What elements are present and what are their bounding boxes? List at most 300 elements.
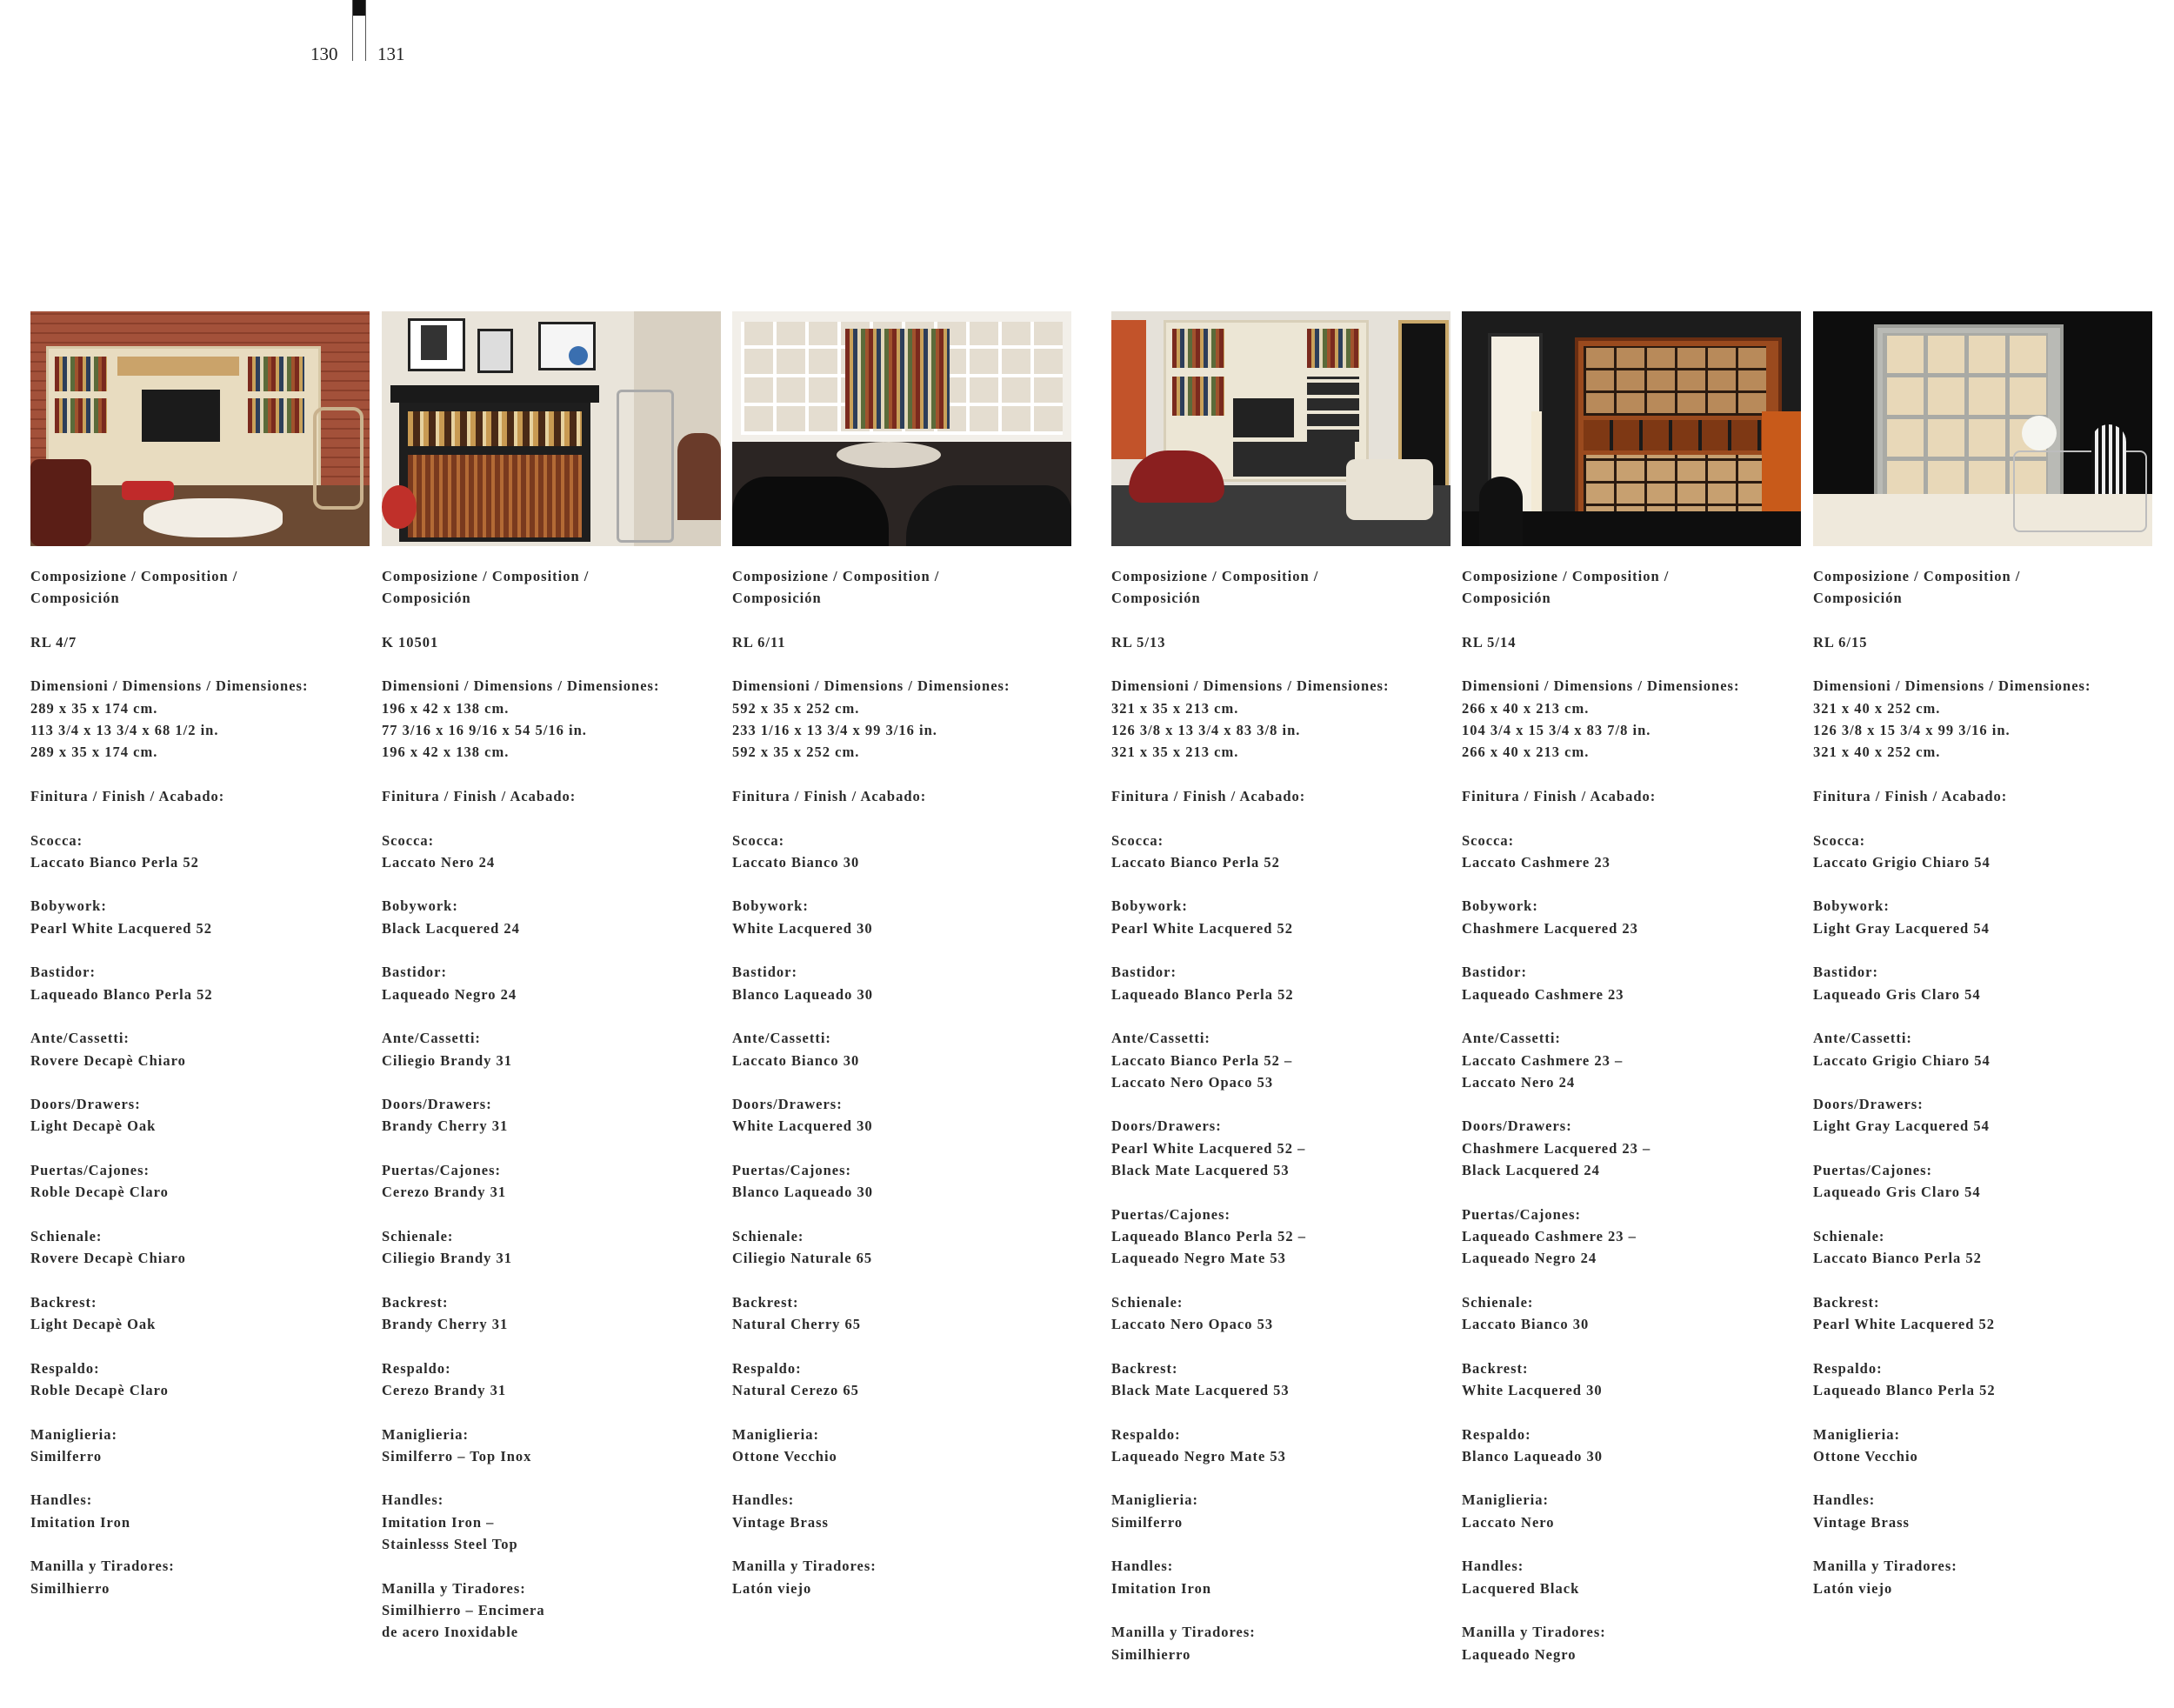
- dimensions-block: [1111, 675, 1450, 763]
- composition-heading: [1813, 565, 2152, 610]
- dimension-value: 592 x 35 x 252 cm.: [732, 699, 860, 717]
- photo-white-wall-library: [732, 311, 1071, 546]
- dimensions-block: [1462, 675, 1801, 763]
- finish-section-value: Laqueado Negro Mate 53: [1111, 1250, 1286, 1267]
- finish-section: [382, 1159, 721, 1204]
- finish-section: [382, 961, 721, 1005]
- page-divider-line: [365, 0, 366, 61]
- finish-section-label: Respaldo:: [1813, 1359, 1883, 1377]
- finish-label-block: [1111, 785, 1450, 807]
- finish-section: [732, 1027, 1071, 1071]
- model-code: RL 6/15: [1813, 633, 1868, 651]
- composition-heading: [1111, 565, 1450, 610]
- finish-section: [30, 961, 370, 1005]
- finish-section-value: Light Gray Lacquered 54: [1813, 1118, 1990, 1135]
- finish-section-value: Pearl White Lacquered 52 –: [1111, 1139, 1306, 1157]
- finish-label: Finitura / Finish / Acabado:: [30, 787, 225, 804]
- finish-section: [30, 1489, 370, 1533]
- finish-section-label: Puertas/Cajones:: [30, 1162, 150, 1179]
- finish-section-value: Laccato Nero 24: [1462, 1073, 1576, 1091]
- finish-section-value: Laccato Grigio Chiaro 54: [1813, 1051, 1991, 1069]
- finish-section-value: Laqueado Negro Mate 53: [1111, 1447, 1286, 1464]
- finish-section: [1813, 1555, 2152, 1599]
- finish-section: [1462, 895, 1801, 939]
- page-number-left: 130: [310, 43, 338, 64]
- finish-section: [382, 1027, 721, 1071]
- finish-section: [1813, 1424, 2152, 1468]
- finish-section: [732, 1424, 1071, 1468]
- finish-section-value: Vintage Brass: [1813, 1513, 1910, 1531]
- finish-section-label: Bobywork:: [382, 897, 458, 915]
- finish-section-value: Cerezo Brandy 31: [382, 1184, 507, 1201]
- dimensions-label: Dimensioni / Dimensions / Dimensiones:: [1111, 677, 1390, 695]
- finish-section: [382, 830, 721, 874]
- finish-section: [30, 1424, 370, 1468]
- finish-section-label: Handles:: [732, 1491, 795, 1509]
- finish-section-label: Maniglieria:: [1111, 1491, 1198, 1509]
- finish-section: [30, 1159, 370, 1204]
- heading-line: Composición: [1813, 590, 1903, 607]
- heading-line: Composizione / Composition /: [30, 568, 238, 584]
- finish-section-value: White Lacquered 30: [732, 1118, 873, 1135]
- finish-section: [1813, 895, 2152, 939]
- finish-section-label: Ante/Cassetti:: [1813, 1030, 1912, 1047]
- finish-section: [1462, 1621, 1801, 1665]
- finish-section-value: Cerezo Brandy 31: [382, 1381, 507, 1398]
- finish-section-value: Pearl White Lacquered 52: [1111, 919, 1293, 937]
- finish-section-label: Schienale:: [732, 1227, 804, 1244]
- composition-column: [1462, 311, 1801, 1687]
- finish-section: [1462, 830, 1801, 874]
- finish-section: [732, 1358, 1071, 1402]
- composition-code: [382, 631, 721, 653]
- spec-text: [30, 565, 370, 1599]
- finish-section-value: Laccato Bianco 30: [732, 853, 860, 871]
- finish-section: [1111, 1621, 1450, 1665]
- heading-line: Composizione / Composition /: [1111, 568, 1319, 584]
- finish-section-value: de acero Inoxidable: [382, 1624, 519, 1641]
- dimension-value: 113 3/4 x 13 3/4 x 68 1/2 in.: [30, 722, 219, 739]
- finish-section: [1111, 1555, 1450, 1599]
- page-number-right: 131: [377, 43, 405, 64]
- finish-section-label: Puertas/Cajones:: [1813, 1162, 1932, 1179]
- finish-section-label: Doors/Drawers:: [382, 1096, 492, 1113]
- finish-section: [1462, 1027, 1801, 1093]
- finish-section-value: Laccato Nero: [1462, 1513, 1555, 1531]
- finish-section: [732, 1093, 1071, 1138]
- finish-section-value: Imitation Iron: [30, 1513, 130, 1531]
- finish-section-value: Light Decapè Oak: [30, 1316, 157, 1333]
- finish-section-value: Ottone Vecchio: [732, 1447, 837, 1464]
- dimension-value: 321 x 35 x 213 cm.: [1111, 699, 1239, 717]
- finish-section-value: Laqueado Blanco Perla 52: [1111, 985, 1294, 1003]
- finish-section-value: Similferro – Top Inox: [382, 1447, 532, 1464]
- finish-section-value: Black Lacquered 24: [1462, 1162, 1600, 1179]
- finish-section-label: Handles:: [1462, 1558, 1524, 1575]
- photo-cherry-display-cabinet: [1462, 311, 1801, 546]
- finish-section-label: Maniglieria:: [732, 1425, 819, 1443]
- finish-section-label: Schienale:: [30, 1227, 103, 1244]
- finish-section: [382, 1358, 721, 1402]
- finish-section-value: Roble Decapè Claro: [30, 1184, 169, 1201]
- finish-section-label: Backrest:: [1462, 1359, 1529, 1377]
- spec-text: [382, 565, 721, 1644]
- finish-section: [30, 1225, 370, 1270]
- finish-section-label: Schienale:: [1462, 1293, 1534, 1311]
- finish-section: [1462, 1291, 1801, 1336]
- finish-section-label: Doors/Drawers:: [1813, 1096, 1924, 1113]
- finish-section-label: Bastidor:: [1111, 964, 1177, 981]
- finish-section: [1462, 1115, 1801, 1181]
- dimension-value: 196 x 42 x 138 cm.: [382, 699, 510, 717]
- finish-section-label: Backrest:: [732, 1293, 799, 1311]
- heading-line: Composición: [382, 590, 471, 607]
- finish-section: [30, 895, 370, 939]
- heading-line: Composición: [1462, 590, 1551, 607]
- finish-section: [732, 1555, 1071, 1599]
- finish-section-value: Rovere Decapè Chiaro: [30, 1051, 186, 1069]
- finish-section-label: Backrest:: [382, 1293, 449, 1311]
- dimensions-label: Dimensioni / Dimensions / Dimensiones:: [30, 677, 309, 695]
- finish-label: Finitura / Finish / Acabado:: [1111, 787, 1306, 804]
- finish-section: [1462, 1424, 1801, 1468]
- finish-section: [1111, 830, 1450, 874]
- dimensions-label: Dimensioni / Dimensions / Dimensiones:: [1813, 677, 2091, 695]
- finish-section-label: Backrest:: [1111, 1359, 1178, 1377]
- finish-section-value: Light Gray Lacquered 54: [1813, 919, 1990, 937]
- finish-section-label: Respaldo:: [30, 1359, 100, 1377]
- finish-section-value: Laccato Bianco Perla 52 –: [1111, 1051, 1293, 1069]
- finish-section-label: Manilla y Tiradores:: [30, 1558, 175, 1575]
- finish-section: [382, 1578, 721, 1644]
- dimension-value: 77 3/16 x 16 9/16 x 54 5/16 in.: [382, 722, 587, 739]
- finish-section-value: Laqueado Gris Claro 54: [1813, 985, 1981, 1003]
- finish-section: [1462, 1358, 1801, 1402]
- finish-section-label: Doors/Drawers:: [1462, 1118, 1572, 1135]
- finish-section-value: Pearl White Lacquered 52: [30, 919, 212, 937]
- heading-line: Composizione / Composition /: [732, 568, 940, 584]
- dimensions-block: [382, 675, 721, 763]
- dimension-value: 196 x 42 x 138 cm.: [382, 744, 510, 761]
- finish-label-block: [1462, 785, 1801, 807]
- finish-section: [1462, 1489, 1801, 1533]
- finish-section-value: White Lacquered 30: [732, 919, 873, 937]
- heading-line: Composición: [732, 590, 822, 607]
- finish-section-label: Bastidor:: [1462, 964, 1527, 981]
- finish-section: [1462, 1204, 1801, 1270]
- finish-section: [1462, 1555, 1801, 1599]
- finish-section-value: Latón viejo: [732, 1579, 812, 1597]
- finish-section-value: Natural Cerezo 65: [732, 1381, 859, 1398]
- finish-section-value: Rovere Decapè Chiaro: [30, 1250, 186, 1267]
- finish-label: Finitura / Finish / Acabado:: [732, 787, 927, 804]
- page-divider-line: [352, 0, 353, 61]
- dimensions-label: Dimensioni / Dimensions / Dimensiones:: [382, 677, 660, 695]
- dimension-value: 126 3/8 x 13 3/4 x 83 3/8 in.: [1111, 722, 1301, 739]
- finish-section: [382, 1489, 721, 1555]
- finish-section: [30, 1358, 370, 1402]
- finish-section-label: Manilla y Tiradores:: [1462, 1624, 1606, 1641]
- finish-section-value: Light Decapè Oak: [30, 1118, 157, 1135]
- finish-label-block: [732, 785, 1071, 807]
- finish-section-value: Roble Decapè Claro: [30, 1381, 169, 1398]
- finish-section-value: Blanco Laqueado 30: [1462, 1447, 1603, 1464]
- dimension-value: 321 x 40 x 252 cm.: [1813, 699, 1941, 717]
- finish-section-label: Scocca:: [30, 831, 83, 849]
- photo-living-room-brick-wall: [30, 311, 370, 546]
- finish-section-value: Laqueado Cashmere 23 –: [1462, 1227, 1637, 1244]
- finish-section-value: Laccato Nero Opaco 53: [1111, 1316, 1274, 1333]
- finish-section-label: Respaldo:: [382, 1359, 451, 1377]
- finish-section-value: White Lacquered 30: [1462, 1381, 1603, 1398]
- finish-section: [732, 1489, 1071, 1533]
- finish-section-label: Puertas/Cajones:: [1462, 1205, 1581, 1223]
- finish-section-value: Chashmere Lacquered 23: [1462, 919, 1638, 937]
- composition-heading: [1462, 565, 1801, 610]
- finish-section: [732, 1159, 1071, 1204]
- finish-section-value: Similhierro – Encimera: [382, 1601, 545, 1618]
- finish-section-label: Bastidor:: [732, 964, 797, 981]
- finish-label-block: [30, 785, 370, 807]
- heading-line: Composizione / Composition /: [1462, 568, 1670, 584]
- composition-code: [732, 631, 1071, 653]
- heading-line: Composición: [1111, 590, 1201, 607]
- spec-text: [1462, 565, 1801, 1665]
- finish-section: [382, 895, 721, 939]
- finish-section-label: Schienale:: [382, 1227, 454, 1244]
- finish-section-label: Handles:: [382, 1491, 444, 1509]
- finish-section-label: Puertas/Cajones:: [1111, 1205, 1230, 1223]
- finish-section-value: Laccato Bianco Perla 52: [30, 853, 199, 871]
- finish-section-label: Bastidor:: [30, 964, 96, 981]
- finish-section-value: Laccato Bianco Perla 52: [1111, 853, 1280, 871]
- heading-line: Composizione / Composition /: [382, 568, 590, 584]
- finish-section: [30, 1555, 370, 1599]
- finish-section-value: Ottone Vecchio: [1813, 1447, 1918, 1464]
- finish-section: [1813, 1489, 2152, 1533]
- dimension-value: 289 x 35 x 174 cm.: [30, 699, 158, 717]
- model-code: RL 5/13: [1111, 633, 1166, 651]
- finish-section-label: Schienale:: [1111, 1293, 1184, 1311]
- spec-text: [732, 565, 1071, 1599]
- finish-section-value: Laccato Nero 24: [382, 853, 496, 871]
- finish-section: [1111, 1027, 1450, 1093]
- finish-section-value: Vintage Brass: [732, 1513, 829, 1531]
- dimensions-block: [30, 675, 370, 763]
- finish-section-label: Bobywork:: [1111, 897, 1188, 915]
- finish-section: [30, 1291, 370, 1336]
- finish-section: [30, 1027, 370, 1071]
- finish-section: [732, 830, 1071, 874]
- model-code: RL 4/7: [30, 633, 77, 651]
- finish-section-label: Bastidor:: [1813, 964, 1878, 981]
- finish-section-value: Lacquered Black: [1462, 1579, 1580, 1597]
- finish-section: [30, 1093, 370, 1138]
- finish-section-value: Black Lacquered 24: [382, 919, 520, 937]
- finish-section: [382, 1424, 721, 1468]
- dimensions-block: [732, 675, 1071, 763]
- finish-section-value: Pearl White Lacquered 52: [1813, 1316, 1995, 1333]
- finish-label-block: [1813, 785, 2152, 807]
- finish-section: [1111, 1291, 1450, 1336]
- finish-label-block: [382, 785, 721, 807]
- finish-section-label: Scocca:: [732, 831, 785, 849]
- finish-section-value: Natural Cherry 65: [732, 1316, 862, 1333]
- finish-section-label: Ante/Cassetti:: [1111, 1030, 1210, 1047]
- finish-section-label: Manilla y Tiradores:: [382, 1579, 526, 1597]
- finish-section-value: Similhierro: [30, 1579, 110, 1597]
- finish-section: [1111, 1204, 1450, 1270]
- dimension-value: 266 x 40 x 213 cm.: [1462, 744, 1590, 761]
- finish-section: [382, 1225, 721, 1270]
- finish-section-label: Scocca:: [382, 831, 435, 849]
- finish-section-value: Laqueado Negro: [1462, 1645, 1577, 1663]
- finish-section-value: Ciliegio Naturale 65: [732, 1250, 873, 1267]
- finish-section: [1813, 1027, 2152, 1071]
- dimensions-label: Dimensioni / Dimensions / Dimensiones:: [732, 677, 1010, 695]
- finish-section-value: Laqueado Blanco Perla 52: [1813, 1381, 1996, 1398]
- finish-section: [1111, 961, 1450, 1005]
- finish-section-value: Blanco Laqueado 30: [732, 1184, 873, 1201]
- finish-section-label: Doors/Drawers:: [1111, 1118, 1222, 1135]
- finish-section-label: Bobywork:: [1462, 897, 1538, 915]
- finish-section-label: Respaldo:: [1462, 1425, 1531, 1443]
- composition-code: [1462, 631, 1801, 653]
- finish-section-value: Ciliegio Brandy 31: [382, 1250, 513, 1267]
- finish-section-value: Ciliegio Brandy 31: [382, 1051, 513, 1069]
- finish-section-label: Scocca:: [1462, 831, 1515, 849]
- dimensions-label: Dimensioni / Dimensions / Dimensiones:: [1462, 677, 1740, 695]
- finish-section-value: Blanco Laqueado 30: [732, 985, 873, 1003]
- finish-label: Finitura / Finish / Acabado:: [1813, 787, 2008, 804]
- finish-section-value: Black Mate Lacquered 53: [1111, 1381, 1290, 1398]
- finish-section-value: Laccato Bianco Perla 52: [1813, 1250, 1982, 1267]
- finish-section-value: Laqueado Blanco Perla 52 –: [1111, 1227, 1307, 1244]
- finish-section-label: Doors/Drawers:: [30, 1096, 141, 1113]
- finish-section-value: Brandy Cherry 31: [382, 1118, 509, 1135]
- heading-line: Composición: [30, 590, 120, 607]
- finish-section: [382, 1291, 721, 1336]
- dimensions-block: [1813, 675, 2152, 763]
- finish-section-value: Imitation Iron: [1111, 1579, 1211, 1597]
- finish-section: [1813, 1358, 2152, 1402]
- dimension-value: 592 x 35 x 252 cm.: [732, 744, 860, 761]
- finish-section-label: Scocca:: [1813, 831, 1866, 849]
- finish-section-value: Laccato Cashmere 23 –: [1462, 1051, 1624, 1069]
- finish-section-label: Bobywork:: [1813, 897, 1890, 915]
- finish-section-label: Ante/Cassetti:: [1462, 1030, 1561, 1047]
- finish-section-label: Backrest:: [30, 1293, 97, 1311]
- finish-section-value: Similhierro: [1111, 1645, 1191, 1663]
- finish-section: [1813, 1225, 2152, 1270]
- finish-section-label: Manilla y Tiradores:: [1813, 1558, 1957, 1575]
- composition-heading: [732, 565, 1071, 610]
- composition-heading: [382, 565, 721, 610]
- finish-label: Finitura / Finish / Acabado:: [1462, 787, 1657, 804]
- composition-heading: [30, 565, 370, 610]
- finish-section-value: Brandy Cherry 31: [382, 1316, 509, 1333]
- finish-section: [732, 1291, 1071, 1336]
- dimension-value: 266 x 40 x 213 cm.: [1462, 699, 1590, 717]
- finish-section-label: Handles:: [1111, 1558, 1174, 1575]
- finish-section-value: Laccato Bianco 30: [1462, 1316, 1590, 1333]
- finish-section-label: Bobywork:: [732, 897, 809, 915]
- spec-text: [1813, 565, 2152, 1599]
- photo-media-wall-unit: [1111, 311, 1450, 546]
- finish-section-value: Laqueado Blanco Perla 52: [30, 985, 213, 1003]
- finish-section-value: Similferro: [30, 1447, 103, 1464]
- finish-section-value: Chashmere Lacquered 23 –: [1462, 1139, 1651, 1157]
- finish-section: [732, 895, 1071, 939]
- finish-section: [1462, 961, 1801, 1005]
- composition-column: [1813, 311, 2152, 1621]
- finish-section-label: Handles:: [30, 1491, 93, 1509]
- model-code: RL 6/11: [732, 633, 786, 651]
- finish-section: [30, 830, 370, 874]
- finish-section-value: Laccato Cashmere 23: [1462, 853, 1610, 871]
- finish-section-label: Puertas/Cajones:: [732, 1162, 851, 1179]
- dimension-value: 233 1/16 x 13 3/4 x 99 3/16 in.: [732, 722, 937, 739]
- finish-section-value: Similferro: [1111, 1513, 1184, 1531]
- photo-gray-glass-cabinet: [1813, 311, 2152, 546]
- finish-section: [1111, 1358, 1450, 1402]
- finish-section-value: Laccato Nero Opaco 53: [1111, 1073, 1274, 1091]
- dimension-value: 126 3/8 x 15 3/4 x 99 3/16 in.: [1813, 722, 2011, 739]
- finish-section-value: Laqueado Gris Claro 54: [1813, 1184, 1981, 1201]
- finish-section-value: Laccato Bianco 30: [732, 1051, 860, 1069]
- dimension-value: 321 x 40 x 252 cm.: [1813, 744, 1941, 761]
- finish-section: [1813, 961, 2152, 1005]
- composition-code: [1813, 631, 2152, 653]
- finish-section-label: Manilla y Tiradores:: [732, 1558, 877, 1575]
- composition-code: [1111, 631, 1450, 653]
- composition-column: [732, 311, 1071, 1621]
- dimension-value: 289 x 35 x 174 cm.: [30, 744, 158, 761]
- finish-section-label: Maniglieria:: [30, 1425, 117, 1443]
- finish-section: [1813, 1159, 2152, 1204]
- finish-section: [732, 1225, 1071, 1270]
- finish-section-label: Maniglieria:: [1813, 1425, 1900, 1443]
- finish-section-value: Stainlesss Steel Top: [382, 1536, 518, 1553]
- model-code: K 10501: [382, 633, 439, 651]
- spec-text: [1111, 565, 1450, 1665]
- finish-section-label: Maniglieria:: [1462, 1491, 1549, 1509]
- finish-section: [732, 961, 1071, 1005]
- finish-section-label: Scocca:: [1111, 831, 1164, 849]
- finish-section-label: Respaldo:: [1111, 1425, 1181, 1443]
- finish-section-value: Laccato Grigio Chiaro 54: [1813, 853, 1991, 871]
- model-code: RL 5/14: [1462, 633, 1517, 651]
- composition-column: [1111, 311, 1450, 1687]
- dimension-value: 321 x 35 x 213 cm.: [1111, 744, 1239, 761]
- finish-section: [1111, 1424, 1450, 1468]
- page-marker: [352, 0, 366, 16]
- finish-section-value: Laqueado Negro 24: [1462, 1250, 1597, 1267]
- finish-section-label: Bobywork:: [30, 897, 107, 915]
- finish-section-label: Doors/Drawers:: [732, 1096, 843, 1113]
- finish-section-value: Black Mate Lacquered 53: [1111, 1162, 1290, 1179]
- finish-section: [1111, 1115, 1450, 1181]
- finish-section: [1813, 1291, 2152, 1336]
- finish-section-label: Respaldo:: [732, 1359, 802, 1377]
- composition-code: [30, 631, 370, 653]
- finish-section-value: Latón viejo: [1813, 1579, 1893, 1597]
- finish-section: [1111, 1489, 1450, 1533]
- finish-section-label: Bastidor:: [382, 964, 447, 981]
- finish-section: [1813, 830, 2152, 874]
- finish-section-label: Manilla y Tiradores:: [1111, 1624, 1256, 1641]
- composition-column: [382, 311, 721, 1665]
